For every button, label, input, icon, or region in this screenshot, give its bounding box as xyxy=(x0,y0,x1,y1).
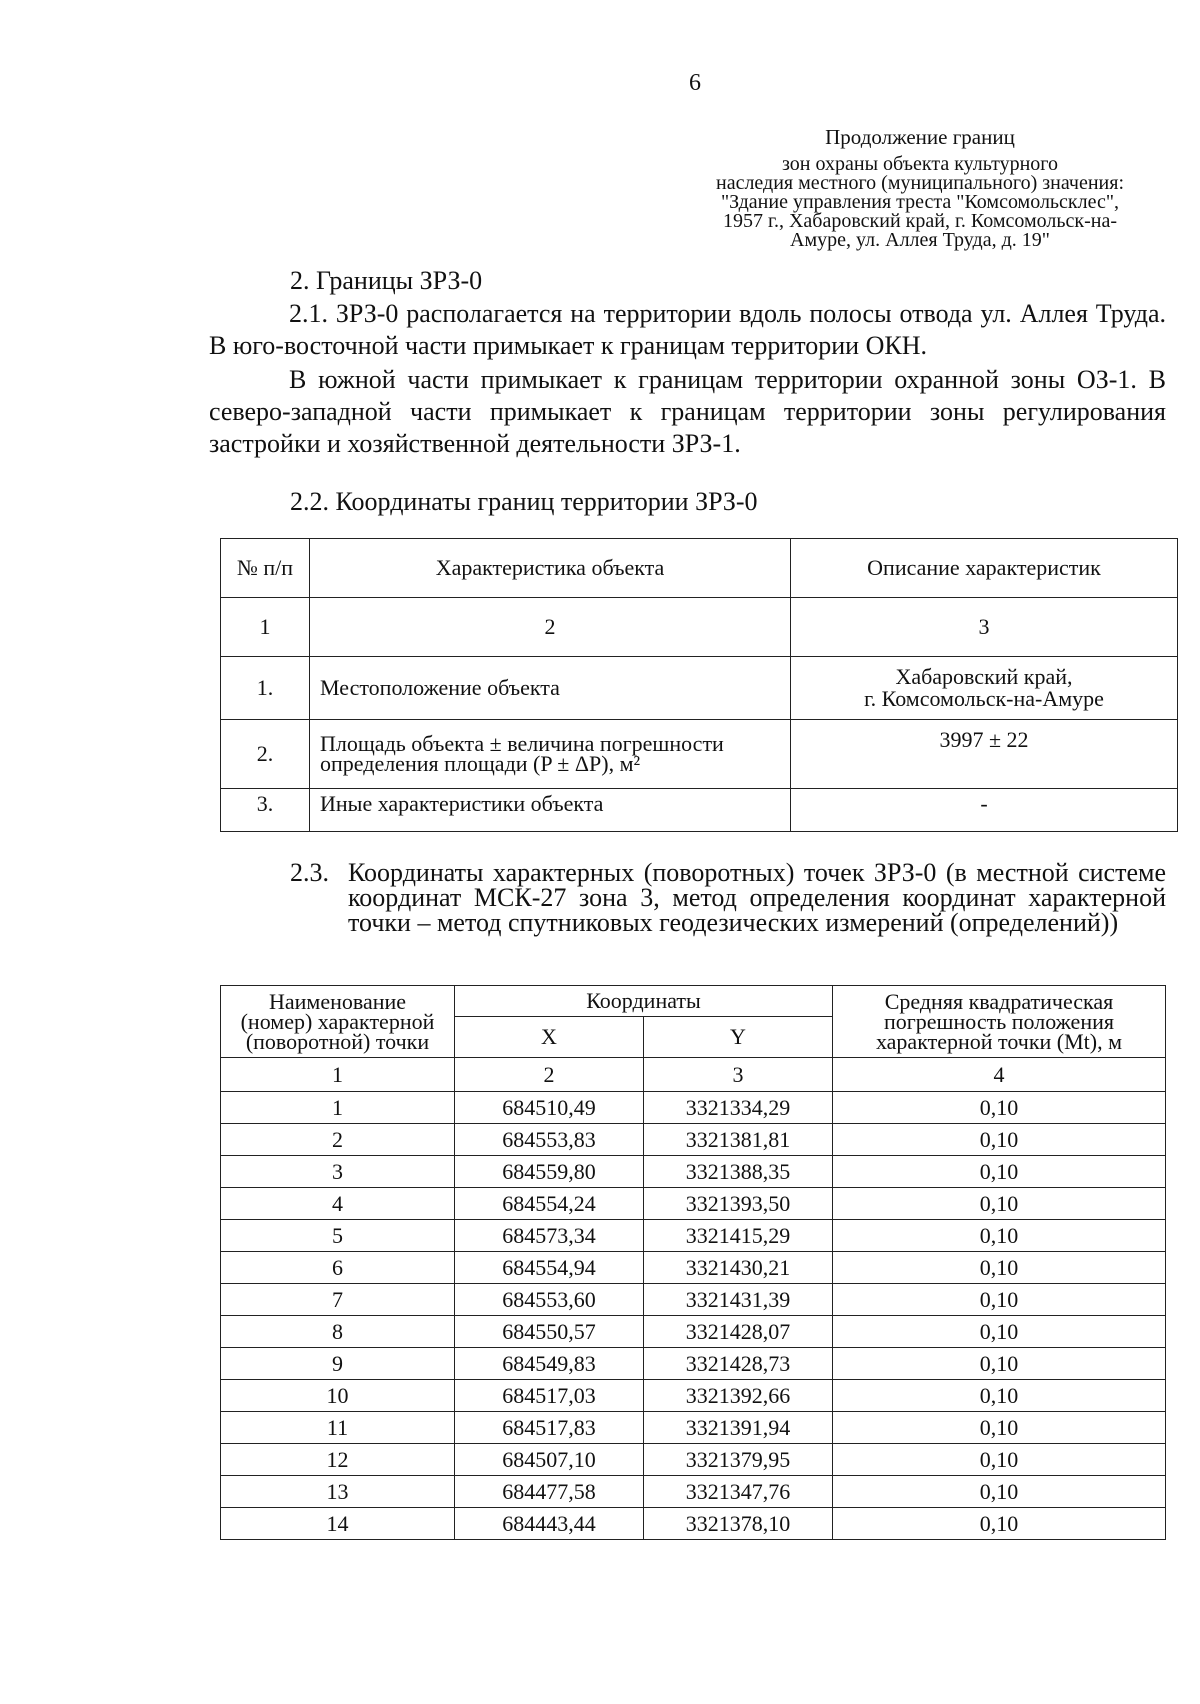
header-line: Средняя квадратическая xyxy=(884,988,1114,1014)
header-line: Амуре, ул. Аллея Труда, д. 19" xyxy=(790,229,1050,251)
name-line: Площадь объекта ± величина погрешности xyxy=(320,731,724,756)
row-value: - xyxy=(791,789,1178,832)
point-number: 13 xyxy=(221,1476,455,1508)
table-row xyxy=(221,789,1178,832)
header-cell: Характеристика объекта xyxy=(310,539,791,598)
coordinates-table xyxy=(220,985,1166,1540)
table-header-row xyxy=(221,539,1178,598)
value-line: г. Комсомольск-на-Амуре xyxy=(864,686,1104,711)
table-row xyxy=(221,1220,1166,1252)
error-mt: 0,10 xyxy=(833,1316,1166,1348)
index-cell: 3 xyxy=(644,1058,833,1092)
paragraph-text: В южной части примыкает к границам территории охранной зоны ОЗ-1. В северо-западной части примыкает к границам территории зоны регулирования застройки и хозяйственной деятельности ЗРЗ-1. xyxy=(209,365,1166,458)
coord-x: 684559,80 xyxy=(455,1156,644,1188)
coord-x: 684517,03 xyxy=(455,1380,644,1412)
table-header-row xyxy=(221,986,1166,1017)
table-row xyxy=(221,1124,1166,1156)
table-row xyxy=(221,720,1178,789)
error-mt: 0,10 xyxy=(833,1252,1166,1284)
section-2-title: 2. Границы ЗРЗ-0 xyxy=(290,266,483,295)
table-row xyxy=(221,1348,1166,1380)
table-row xyxy=(221,1092,1166,1124)
section-2-1-paragraph-2 xyxy=(209,364,1166,460)
coord-y: 3321381,81 xyxy=(644,1124,833,1156)
point-number: 1 xyxy=(221,1092,455,1124)
header-line: Продолжение границ xyxy=(825,125,1015,149)
row-name xyxy=(310,720,791,789)
table-row xyxy=(221,1444,1166,1476)
error-mt: 0,10 xyxy=(833,1092,1166,1124)
table-row xyxy=(221,1284,1166,1316)
point-number: 4 xyxy=(221,1188,455,1220)
coord-y: 3321431,39 xyxy=(644,1284,833,1316)
error-mt: 0,10 xyxy=(833,1444,1166,1476)
table-row xyxy=(221,1380,1166,1412)
section-number: 2.3. xyxy=(290,858,329,887)
coord-y: 3321430,21 xyxy=(644,1252,833,1284)
row-name: Иные характеристики объекта xyxy=(310,789,791,832)
coord-x: 684553,83 xyxy=(455,1124,644,1156)
point-number: 7 xyxy=(221,1284,455,1316)
header-line: характерной точки (Mt), м xyxy=(875,1028,1123,1054)
coordinates-body xyxy=(221,1092,1166,1540)
header-coordinates: Координаты xyxy=(455,986,833,1017)
header-line: 1957 г., Хабаровский край, г. Комсомольск-на- xyxy=(723,210,1117,232)
point-number: 9 xyxy=(221,1348,455,1380)
header-line: Наименование xyxy=(268,988,407,1014)
coord-y: 3321379,95 xyxy=(644,1444,833,1476)
table-index-row xyxy=(221,598,1178,657)
coord-x: 684517,83 xyxy=(455,1412,644,1444)
table-index-row xyxy=(221,1058,1166,1092)
coord-x: 684553,60 xyxy=(455,1284,644,1316)
error-mt: 0,10 xyxy=(833,1476,1166,1508)
header-line: (номер) характерной xyxy=(240,1008,435,1034)
table-row xyxy=(221,1188,1166,1220)
coord-y: 3321393,50 xyxy=(644,1188,833,1220)
error-mt: 0,10 xyxy=(833,1284,1166,1316)
coord-y: 3321391,94 xyxy=(644,1412,833,1444)
header-error xyxy=(833,986,1166,1058)
row-number: 2. xyxy=(221,720,310,789)
error-mt: 0,10 xyxy=(833,1380,1166,1412)
row-value: 3997 ± 22 xyxy=(791,720,1178,789)
point-number: 8 xyxy=(221,1316,455,1348)
error-mt: 0,10 xyxy=(833,1124,1166,1156)
table-row xyxy=(221,1156,1166,1188)
table-row xyxy=(221,1412,1166,1444)
row-number: 3. xyxy=(221,789,310,832)
coord-y: 3321392,66 xyxy=(644,1380,833,1412)
header-point-name xyxy=(221,986,455,1058)
point-number: 3 xyxy=(221,1156,455,1188)
error-mt: 0,10 xyxy=(833,1508,1166,1540)
header-line: (поворотной) точки xyxy=(245,1028,430,1054)
coord-x: 684477,58 xyxy=(455,1476,644,1508)
error-mt: 0,10 xyxy=(833,1220,1166,1252)
table-row xyxy=(221,1316,1166,1348)
name-line: определения площади (P ± ΔP), м² xyxy=(320,751,641,776)
value-line: Хабаровский край, xyxy=(895,664,1073,689)
point-number: 14 xyxy=(221,1508,455,1540)
table-row xyxy=(221,1476,1166,1508)
coord-y: 3321347,76 xyxy=(644,1476,833,1508)
point-number: 6 xyxy=(221,1252,455,1284)
coord-x: 684443,44 xyxy=(455,1508,644,1540)
coord-x: 684507,10 xyxy=(455,1444,644,1476)
header-y: Y xyxy=(644,1017,833,1058)
index-cell: 3 xyxy=(791,598,1178,657)
coord-y: 3321415,29 xyxy=(644,1220,833,1252)
section-2-3-heading xyxy=(290,860,1166,935)
error-mt: 0,10 xyxy=(833,1412,1166,1444)
coord-x: 684549,83 xyxy=(455,1348,644,1380)
coord-y: 3321428,07 xyxy=(644,1316,833,1348)
error-mt: 0,10 xyxy=(833,1188,1166,1220)
header-x: X xyxy=(455,1017,644,1058)
table-row xyxy=(221,1508,1166,1540)
error-mt: 0,10 xyxy=(833,1156,1166,1188)
index-cell: 2 xyxy=(455,1058,644,1092)
section-2-1-paragraph xyxy=(209,298,1166,362)
point-number: 11 xyxy=(221,1412,455,1444)
error-mt: 0,10 xyxy=(833,1348,1166,1380)
header-line: "Здание управления треста "Комсомольсклес", xyxy=(720,191,1120,213)
index-cell: 4 xyxy=(833,1058,1166,1092)
header-line: наследия местного (муниципального) значения: xyxy=(715,172,1125,194)
coord-y: 3321334,29 xyxy=(644,1092,833,1124)
table-row xyxy=(221,657,1178,720)
coord-y: 3321388,35 xyxy=(644,1156,833,1188)
coord-x: 684554,94 xyxy=(455,1252,644,1284)
table-row xyxy=(221,1252,1166,1284)
row-value xyxy=(791,657,1178,720)
row-name: Местоположение объекта xyxy=(310,657,791,720)
row-number: 1. xyxy=(221,657,310,720)
paragraph-text: 2.1. ЗРЗ-0 располагается на территории вдоль полосы отвода ул. Аллея Труда. В юго-восточной части примыкает к границам территории ОКН. xyxy=(209,299,1166,360)
point-number: 10 xyxy=(221,1380,455,1412)
point-number: 12 xyxy=(221,1444,455,1476)
index-cell: 2 xyxy=(310,598,791,657)
header-line: зон охраны объекта культурного xyxy=(782,153,1058,175)
coord-y: 3321428,73 xyxy=(644,1348,833,1380)
section-2-2-title: 2.2. Координаты границ территории ЗРЗ-0 xyxy=(290,487,758,516)
coord-x: 684573,34 xyxy=(455,1220,644,1252)
header-cell: Описание характеристик xyxy=(791,539,1178,598)
page-number: 6 xyxy=(689,70,701,96)
header-cell: № п/п xyxy=(221,539,310,598)
object-characteristics-table xyxy=(220,538,1178,832)
document-header xyxy=(660,125,1180,251)
coord-y: 3321378,10 xyxy=(644,1508,833,1540)
section-text: Координаты характерных (поворотных) точек ЗРЗ-0 (в местной системе координат МСК-27 зона 3, метод определения координат характерной точки – метод спутниковых геодезических измерений (определений)) xyxy=(348,858,1166,937)
point-number: 2 xyxy=(221,1124,455,1156)
coord-x: 684550,57 xyxy=(455,1316,644,1348)
point-number: 5 xyxy=(221,1220,455,1252)
header-line: погрешность положения xyxy=(884,1008,1114,1034)
index-cell: 1 xyxy=(221,1058,455,1092)
coord-x: 684554,24 xyxy=(455,1188,644,1220)
coord-x: 684510,49 xyxy=(455,1092,644,1124)
index-cell: 1 xyxy=(221,598,310,657)
